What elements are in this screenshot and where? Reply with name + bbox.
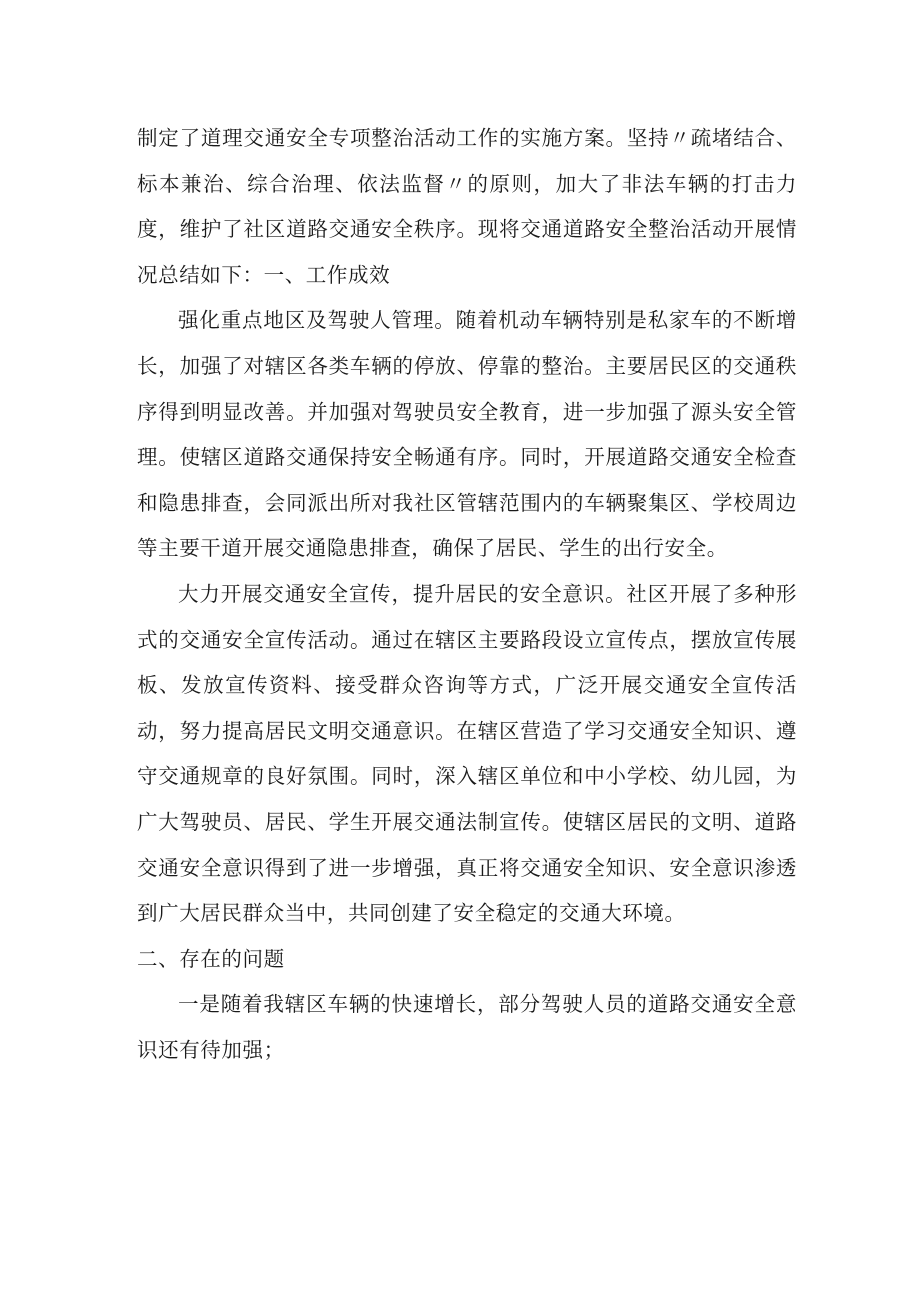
paragraph-intro: 制定了道理交通安全专项整治活动工作的实施方案。坚持〃疏堵结合、标本兼治、综合治理、依法监督〃的原则，加大了非法车辆的打击力度，维护了社区道路交通安全秩序。现将交通道路安全整治活动开展情况总结如下：一、工作成效 bbox=[137, 126, 797, 287]
document-body bbox=[137, 116, 797, 1073]
section-heading-problems: 二、存在的问题 bbox=[137, 946, 285, 971]
paragraph-driver-management: 强化重点地区及驾驶人管理。随着机动车辆特别是私家车的不断增长，加强了对辖区各类车辆的停放、停靠的整治。主要居民区的交通秩序得到明显改善。并加强对驾驶员安全教育，进一步加强了源头安全管理。使辖区道路交通保持安全畅通有序。同时，开展道路交通安全检查和隐患排查，会同派出所对我社区管辖范围内的车辆聚集区、学校周边等主要干道开展交通隐患排查，确保了居民、学生的出行安全。 bbox=[137, 308, 797, 561]
paragraph-problem-one: 一是随着我辖区车辆的快速增长，部分驾驶人员的道路交通安全意识还有待加强； bbox=[137, 992, 797, 1062]
paragraph-safety-publicity: 大力开展交通安全宣传，提升居民的安全意识。社区开展了多种形式的交通安全宣传活动。通过在辖区主要路段设立宣传点，摆放宣传展板、发放宣传资料、接受群众咨询等方式，广泛开展交通安全宣传活动，努力提高居民文明交通意识。在辖区营造了学习交通安全知识、遵守交通规章的良好氛围。同时，深入辖区单位和中小学校、幼儿园，为广大驾驶员、居民、学生开展交通法制宣传。使辖区居民的文明、道路交通安全意识得到了进一步增强，真正将交通安全知识、安全意识渗透到广大居民群众当中，共同创建了安全稳定的交通大环境。 bbox=[137, 581, 797, 926]
